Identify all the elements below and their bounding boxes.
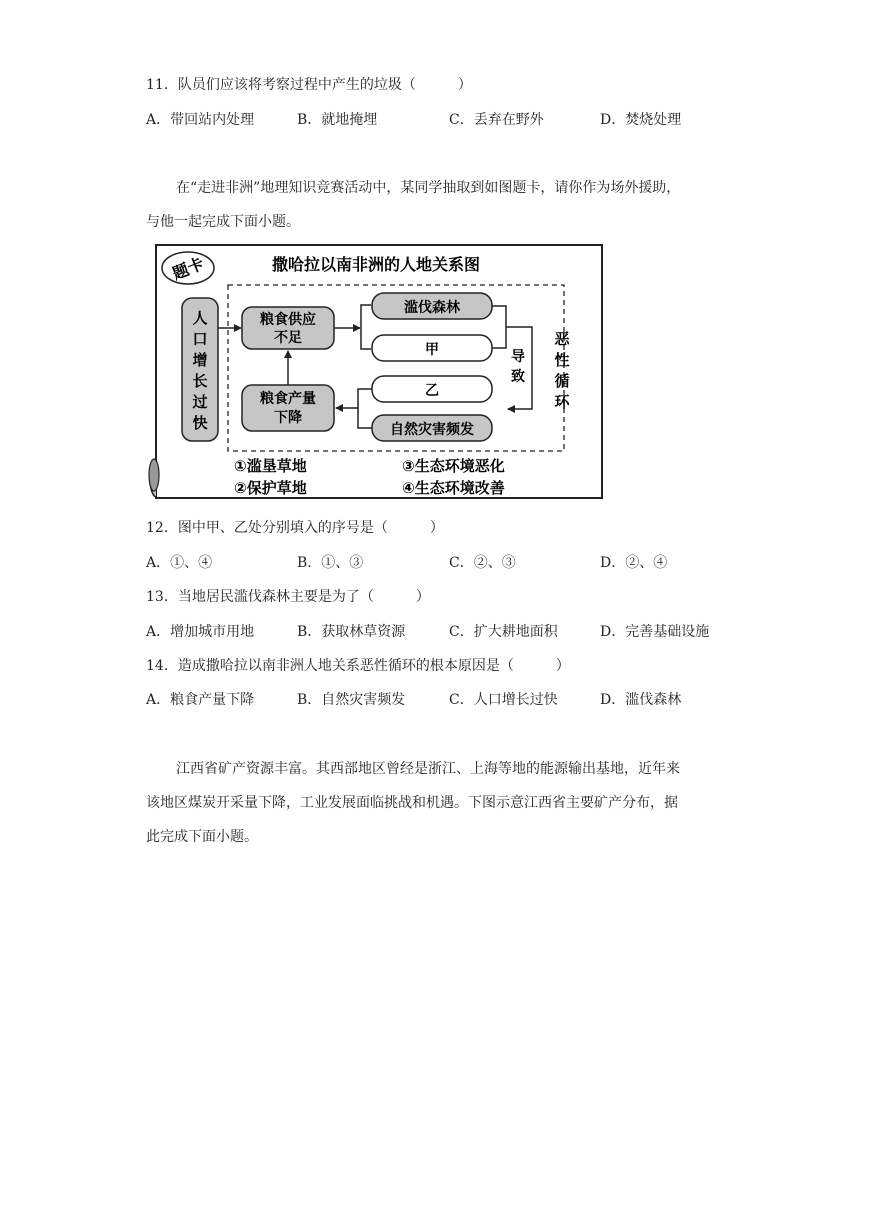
legend-item-1: ①滥垦草地 — [234, 457, 307, 475]
lead-to-char: 致 — [511, 369, 525, 385]
vicious-cycle-char: 恶 — [554, 330, 570, 348]
q11-option-a[interactable]: A．带回站内处理 — [146, 112, 255, 128]
yi-label: 乙 — [425, 383, 439, 399]
population-char: 长 — [192, 372, 208, 390]
intro-paragraph-2-line-1: 江西省矿产资源丰富。其西部地区曾经是浙江、上海等地的能源输出基地，近年来 — [176, 761, 680, 777]
q14-option-c[interactable]: C．人口增长过快 — [449, 692, 558, 708]
food-shortage-line: 不足 — [274, 330, 302, 346]
population-char: 增 — [192, 351, 208, 369]
q11-option-d[interactable]: D．焚烧处理 — [600, 112, 682, 128]
legend-item-4: ④生态环境改善 — [402, 479, 505, 497]
population-char: 人 — [192, 309, 208, 327]
food-decline-line: 下降 — [274, 410, 302, 426]
q14-option-d[interactable]: D．滥伐森林 — [600, 692, 682, 708]
q12-option-a[interactable]: A．①、④ — [146, 555, 213, 571]
food-decline-line: 粮食产量 — [260, 391, 316, 407]
jia-label: 甲 — [425, 342, 439, 358]
vicious-cycle-char: 环 — [554, 393, 570, 411]
legend-item-2: ②保护草地 — [234, 479, 307, 497]
intro-paragraph-2-line-3: 此完成下面小题。 — [146, 829, 258, 845]
population-char: 快 — [192, 414, 208, 432]
q14-option-a[interactable]: A．粮食产量下降 — [146, 692, 255, 708]
q13-option-d[interactable]: D．完善基础设施 — [600, 624, 710, 640]
intro-paragraph-1-line-1: 在“走进非洲”地理知识竞赛活动中，某同学抽取到如图题卡，请你作为场外援助， — [176, 180, 681, 196]
card-title: 撒哈拉以南非洲的人地关系图 — [271, 255, 481, 274]
q12-option-c[interactable]: C．②、③ — [449, 555, 516, 571]
scroll-roll — [149, 459, 159, 491]
question-card-diagram — [146, 243, 604, 500]
q13-option-c[interactable]: C．扩大耕地面积 — [449, 624, 558, 640]
lead-to-char: 导 — [511, 349, 525, 365]
population-char: 过 — [192, 393, 208, 411]
q13-option-a[interactable]: A．增加城市用地 — [146, 624, 255, 640]
q14-option-b[interactable]: B．自然灾害频发 — [297, 692, 406, 708]
legend-item-3: ③生态环境恶化 — [402, 457, 505, 475]
q11-option-b[interactable]: B．就地掩埋 — [297, 112, 378, 128]
question-11-stem: 11．队员们应该将考察过程中产生的垃圾（ ） — [146, 77, 472, 93]
intro-paragraph-2-line-2: 该地区煤炭开采量下降，工业发展面临挑战和机遇。下图示意江西省主要矿产分布，据 — [146, 795, 678, 811]
food-shortage-line: 粮食供应 — [260, 312, 316, 328]
q13-option-b[interactable]: B．获取林草资源 — [297, 624, 406, 640]
population-char: 口 — [192, 330, 208, 348]
question-14-stem: 14．造成撒哈拉以南非洲人地关系恶性循环的根本原因是（ ） — [146, 658, 570, 674]
card-paper — [156, 245, 602, 498]
q11-option-c[interactable]: C．丢弃在野外 — [449, 112, 544, 128]
deforest-label: 滥伐森林 — [404, 300, 460, 316]
question-12-stem: 12．图中甲、乙处分别填入的序号是（ ） — [146, 520, 444, 536]
intro-paragraph-1-line-2: 与他一起完成下面小题。 — [146, 214, 300, 230]
card-tag-text: 题卡 — [169, 253, 207, 284]
vicious-cycle-char: 循 — [554, 372, 570, 390]
q12-option-b[interactable]: B．①、③ — [297, 555, 364, 571]
vicious-cycle-char: 性 — [554, 351, 570, 369]
question-13-stem: 13．当地居民滥伐森林主要是为了（ ） — [146, 589, 430, 605]
disaster-label: 自然灾害频发 — [390, 422, 474, 438]
q12-option-d[interactable]: D．②、④ — [600, 555, 668, 571]
